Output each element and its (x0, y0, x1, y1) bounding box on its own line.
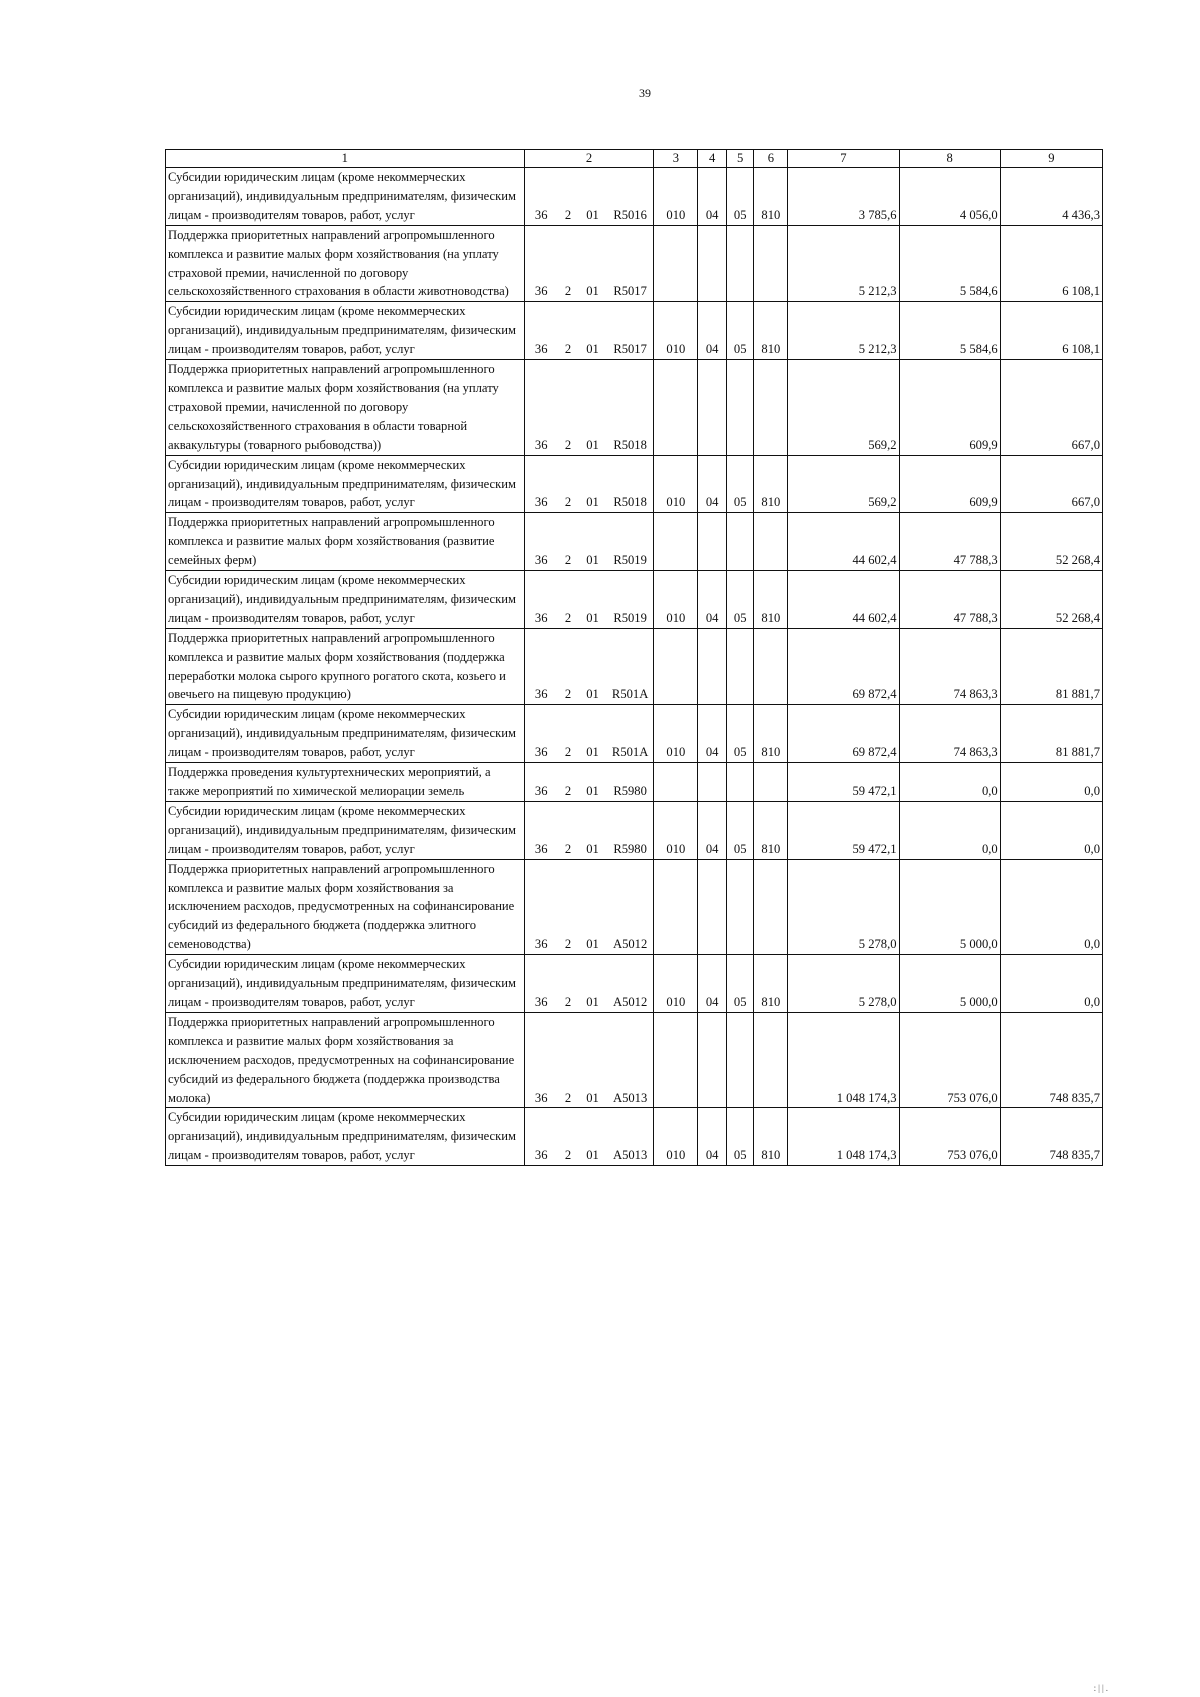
code-part-3: 01 (578, 705, 607, 763)
table-row (166, 859, 1103, 955)
header-col-9: 9 (1000, 150, 1102, 168)
row-description-text: Поддержка приоритетных направлений агропромышленного комплекса и развитие малых форм хозяйствования (на уплату страховой премии, начисленной по договору сельскохозяйственного страхования в области товарной аквакультуры (товарного рыбоводства)) (168, 362, 499, 452)
code-part-4: A5013 (607, 1012, 654, 1108)
row-description (166, 1108, 525, 1166)
code-part-3: 01 (578, 225, 607, 302)
code-part-1: 36 (524, 360, 558, 456)
amount-col-8: 609,9 (899, 360, 1000, 456)
col-3-value: 010 (654, 955, 698, 1013)
code-part-3: 01 (578, 801, 607, 859)
code-part-4: R5018 (607, 455, 654, 513)
amount-col-7: 5 212,3 (788, 225, 899, 302)
col-5-value: 05 (726, 455, 754, 513)
code-part-1: 36 (524, 1012, 558, 1108)
amount-col-8: 47 788,3 (899, 571, 1000, 629)
code-part-1: 36 (524, 1108, 558, 1166)
row-description-text: Субсидии юридическим лицам (кроме некоммерческих организаций), индивидуальным предпринимателям, физическим лицам - производителям товаров, работ, услуг (168, 803, 516, 856)
code-part-4: R501A (607, 705, 654, 763)
row-description-text: Субсидии юридическим лицам (кроме некоммерческих организаций), индивидуальным предпринимателям, физическим лицам - производителям товаров, работ, услуг (168, 170, 516, 222)
row-description (166, 1012, 525, 1108)
code-part-1: 36 (524, 628, 558, 705)
col-5-value: 05 (726, 571, 754, 629)
amount-col-7: 69 872,4 (788, 705, 899, 763)
row-description-text: Поддержка проведения культуртехнических мероприятий, а также мероприятий по химической мелиорации земель (168, 765, 491, 798)
amount-col-7: 59 472,1 (788, 801, 899, 859)
amount-col-7: 1 048 174,3 (788, 1108, 899, 1166)
row-description (166, 302, 525, 360)
page-number: 39 (639, 86, 651, 100)
amount-col-7: 44 602,4 (788, 513, 899, 571)
col-4-value (698, 1012, 727, 1108)
col-5-value (726, 225, 754, 302)
code-part-3: 01 (578, 513, 607, 571)
row-description-text: Субсидии юридическим лицам (кроме некоммерческих организаций), индивидуальным предпринимателям, физическим лицам - производителям товаров, работ, услуг (168, 304, 516, 357)
amount-col-7: 5 278,0 (788, 859, 899, 955)
code-part-2: 2 (558, 455, 578, 513)
col-4-value: 04 (698, 455, 727, 513)
code-part-2: 2 (558, 225, 578, 302)
amount-col-9: 0,0 (1000, 801, 1102, 859)
code-part-3: 01 (578, 1108, 607, 1166)
col-4-value: 04 (698, 705, 727, 763)
col-3-value: 010 (654, 168, 698, 226)
code-part-1: 36 (524, 801, 558, 859)
budget-table (165, 149, 1103, 1166)
col-4-value (698, 513, 727, 571)
table-row (166, 571, 1103, 629)
amount-col-9: 81 881,7 (1000, 628, 1102, 705)
col-4-value: 04 (698, 571, 727, 629)
code-part-1: 36 (524, 859, 558, 955)
code-part-4: R5016 (607, 168, 654, 226)
col-3-value: 010 (654, 801, 698, 859)
row-description-text: Поддержка приоритетных направлений агропромышленного комплекса и развитие малых форм хозяйствования (поддержка переработки молока сырого крупного рогатого скота, козьего и овечьего на пищевую продукцию) (168, 630, 506, 702)
amount-col-9: 52 268,4 (1000, 513, 1102, 571)
amount-col-7: 44 602,4 (788, 571, 899, 629)
code-part-4: R5017 (607, 225, 654, 302)
code-part-1: 36 (524, 168, 558, 226)
code-part-3: 01 (578, 955, 607, 1013)
row-description-text: Поддержка приоритетных направлений агропромышленного комплекса и развитие малых форм хозяйствования за исключением расходов, предусмотренных на софинансирование субсидий из федерального бюджета (поддержка элитного семеноводства) (168, 861, 515, 952)
col-5-value: 05 (726, 705, 754, 763)
amount-col-8: 74 863,3 (899, 628, 1000, 705)
code-part-4: A5013 (607, 1108, 654, 1166)
col-6-value: 810 (754, 955, 788, 1013)
col-4-value: 04 (698, 302, 727, 360)
row-description-text: Поддержка приоритетных направлений агропромышленного комплекса и развитие малых форм хозяйствования (развитие семейных ферм) (168, 515, 495, 568)
col-3-value (654, 513, 698, 571)
code-part-2: 2 (558, 571, 578, 629)
code-part-3: 01 (578, 763, 607, 802)
amount-col-8: 0,0 (899, 801, 1000, 859)
col-6-value (754, 859, 788, 955)
row-description-text: Субсидии юридическим лицам (кроме некоммерческих организаций), индивидуальным предпринимателям, физическим лицам - производителям товаров, работ, услуг (168, 573, 516, 625)
col-3-value (654, 360, 698, 456)
col-3-value (654, 225, 698, 302)
header-col-2: 2 (524, 150, 654, 168)
code-part-1: 36 (524, 955, 558, 1013)
code-part-2: 2 (558, 955, 578, 1013)
table-row (166, 168, 1103, 226)
row-description (166, 763, 525, 802)
amount-col-7: 569,2 (788, 360, 899, 456)
amount-col-9: 0,0 (1000, 763, 1102, 802)
header-col-1: 1 (166, 150, 525, 168)
code-part-2: 2 (558, 1012, 578, 1108)
col-5-value (726, 763, 754, 802)
table-row (166, 763, 1103, 802)
scan-mark: :||. (1093, 1683, 1110, 1693)
amount-col-7: 5 212,3 (788, 302, 899, 360)
table-row (166, 360, 1103, 456)
table-row (166, 1012, 1103, 1108)
amount-col-9: 748 835,7 (1000, 1012, 1102, 1108)
row-description (166, 168, 525, 226)
code-part-3: 01 (578, 859, 607, 955)
col-6-value: 810 (754, 705, 788, 763)
code-part-3: 01 (578, 455, 607, 513)
code-part-3: 01 (578, 302, 607, 360)
col-4-value: 04 (698, 801, 727, 859)
col-5-value (726, 513, 754, 571)
code-part-1: 36 (524, 513, 558, 571)
col-6-value (754, 628, 788, 705)
code-part-3: 01 (578, 571, 607, 629)
col-5-value: 05 (726, 168, 754, 226)
row-description-text: Субсидии юридическим лицам (кроме некоммерческих организаций), индивидуальным предпринимателям, физическим лицам - производителям товаров, работ, услуг (168, 957, 516, 1009)
code-part-2: 2 (558, 763, 578, 802)
row-description (166, 360, 525, 456)
code-part-2: 2 (558, 513, 578, 571)
amount-col-8: 5 000,0 (899, 955, 1000, 1013)
amount-col-9: 81 881,7 (1000, 705, 1102, 763)
row-description-text: Субсидии юридическим лицам (кроме некоммерческих организаций), индивидуальным предпринимателям, физическим лицам - производителям товаров, работ, услуг (168, 457, 516, 510)
code-part-4: R5018 (607, 360, 654, 456)
amount-col-7: 3 785,6 (788, 168, 899, 226)
col-5-value: 05 (726, 302, 754, 360)
code-part-1: 36 (524, 763, 558, 802)
header-col-3: 3 (654, 150, 698, 168)
col-6-value (754, 225, 788, 302)
amount-col-8: 753 076,0 (899, 1012, 1000, 1108)
amount-col-9: 6 108,1 (1000, 302, 1102, 360)
code-part-4: R5019 (607, 513, 654, 571)
code-part-2: 2 (558, 705, 578, 763)
code-part-3: 01 (578, 168, 607, 226)
header-col-7: 7 (788, 150, 899, 168)
col-4-value: 04 (698, 955, 727, 1013)
code-part-1: 36 (524, 705, 558, 763)
amount-col-7: 5 278,0 (788, 955, 899, 1013)
col-4-value (698, 225, 727, 302)
amount-col-8: 0,0 (899, 763, 1000, 802)
row-description-text: Поддержка приоритетных направлений агропромышленного комплекса и развитие малых форм хозяйствования за исключением расходов, предусмотренных на софинансирование субсидий из федерального бюджета (поддержка производства молока) (168, 1014, 515, 1105)
col-4-value (698, 628, 727, 705)
code-part-4: A5012 (607, 955, 654, 1013)
code-part-4: R5980 (607, 763, 654, 802)
col-6-value (754, 763, 788, 802)
col-5-value (726, 1012, 754, 1108)
row-description (166, 801, 525, 859)
row-description-text: Субсидии юридическим лицам (кроме некоммерческих организаций), индивидуальным предпринимателям, физическим лицам - производителям товаров, работ, услуг (168, 707, 516, 760)
table-body (166, 168, 1103, 1166)
col-3-value (654, 1012, 698, 1108)
amount-col-9: 667,0 (1000, 455, 1102, 513)
col-3-value (654, 628, 698, 705)
col-4-value (698, 763, 727, 802)
amount-col-8: 753 076,0 (899, 1108, 1000, 1166)
amount-col-8: 5 584,6 (899, 225, 1000, 302)
header-col-6: 6 (754, 150, 788, 168)
table-row (166, 455, 1103, 513)
table-row (166, 302, 1103, 360)
col-6-value: 810 (754, 801, 788, 859)
code-part-2: 2 (558, 1108, 578, 1166)
row-description (166, 571, 525, 629)
col-4-value: 04 (698, 168, 727, 226)
amount-col-7: 1 048 174,3 (788, 1012, 899, 1108)
col-3-value (654, 859, 698, 955)
amount-col-8: 4 056,0 (899, 168, 1000, 226)
col-3-value: 010 (654, 455, 698, 513)
table-row (166, 225, 1103, 302)
col-6-value: 810 (754, 1108, 788, 1166)
col-5-value: 05 (726, 1108, 754, 1166)
amount-col-9: 0,0 (1000, 955, 1102, 1013)
amount-col-8: 5 584,6 (899, 302, 1000, 360)
col-3-value: 010 (654, 705, 698, 763)
code-part-3: 01 (578, 360, 607, 456)
code-part-2: 2 (558, 360, 578, 456)
amount-col-8: 47 788,3 (899, 513, 1000, 571)
code-part-1: 36 (524, 302, 558, 360)
col-5-value (726, 360, 754, 456)
col-5-value (726, 859, 754, 955)
code-part-4: R5017 (607, 302, 654, 360)
row-description (166, 628, 525, 705)
table-row (166, 955, 1103, 1013)
amount-col-9: 52 268,4 (1000, 571, 1102, 629)
amount-col-7: 69 872,4 (788, 628, 899, 705)
table-row (166, 628, 1103, 705)
row-description (166, 513, 525, 571)
row-description-text: Поддержка приоритетных направлений агропромышленного комплекса и развитие малых форм хозяйствования (на уплату страховой премии, начисленной по договору сельскохозяйственного страхования в области животноводства) (168, 227, 509, 299)
row-description (166, 705, 525, 763)
col-6-value: 810 (754, 455, 788, 513)
amount-col-7: 569,2 (788, 455, 899, 513)
table-row (166, 513, 1103, 571)
col-6-value (754, 360, 788, 456)
col-6-value (754, 1012, 788, 1108)
header-col-5: 5 (726, 150, 754, 168)
col-4-value (698, 859, 727, 955)
col-3-value: 010 (654, 571, 698, 629)
col-3-value: 010 (654, 302, 698, 360)
header-col-4: 4 (698, 150, 727, 168)
row-description (166, 955, 525, 1013)
code-part-3: 01 (578, 1012, 607, 1108)
amount-col-7: 59 472,1 (788, 763, 899, 802)
code-part-1: 36 (524, 455, 558, 513)
code-part-4: R501A (607, 628, 654, 705)
row-description (166, 225, 525, 302)
col-6-value: 810 (754, 168, 788, 226)
col-5-value: 05 (726, 801, 754, 859)
code-part-1: 36 (524, 225, 558, 302)
amount-col-9: 6 108,1 (1000, 225, 1102, 302)
code-part-2: 2 (558, 168, 578, 226)
header-col-8: 8 (899, 150, 1000, 168)
col-6-value (754, 513, 788, 571)
code-part-2: 2 (558, 859, 578, 955)
col-6-value: 810 (754, 302, 788, 360)
row-description-text: Субсидии юридическим лицам (кроме некоммерческих организаций), индивидуальным предпринимателям, физическим лицам - производителям товаров, работ, услуг (168, 1110, 516, 1163)
code-part-4: A5012 (607, 859, 654, 955)
code-part-3: 01 (578, 628, 607, 705)
code-part-4: R5980 (607, 801, 654, 859)
amount-col-8: 5 000,0 (899, 859, 1000, 955)
amount-col-8: 74 863,3 (899, 705, 1000, 763)
col-5-value (726, 628, 754, 705)
amount-col-9: 667,0 (1000, 360, 1102, 456)
table-row (166, 801, 1103, 859)
amount-col-9: 0,0 (1000, 859, 1102, 955)
amount-col-9: 748 835,7 (1000, 1108, 1102, 1166)
col-6-value: 810 (754, 571, 788, 629)
code-part-2: 2 (558, 801, 578, 859)
table-row (166, 1108, 1103, 1166)
amount-col-9: 4 436,3 (1000, 168, 1102, 226)
code-part-4: R5019 (607, 571, 654, 629)
code-part-1: 36 (524, 571, 558, 629)
row-description (166, 859, 525, 955)
col-4-value (698, 360, 727, 456)
header-row (166, 150, 1103, 168)
col-4-value: 04 (698, 1108, 727, 1166)
table-row (166, 705, 1103, 763)
code-part-2: 2 (558, 302, 578, 360)
amount-col-8: 609,9 (899, 455, 1000, 513)
row-description (166, 455, 525, 513)
col-3-value (654, 763, 698, 802)
col-3-value: 010 (654, 1108, 698, 1166)
code-part-2: 2 (558, 628, 578, 705)
col-5-value: 05 (726, 955, 754, 1013)
